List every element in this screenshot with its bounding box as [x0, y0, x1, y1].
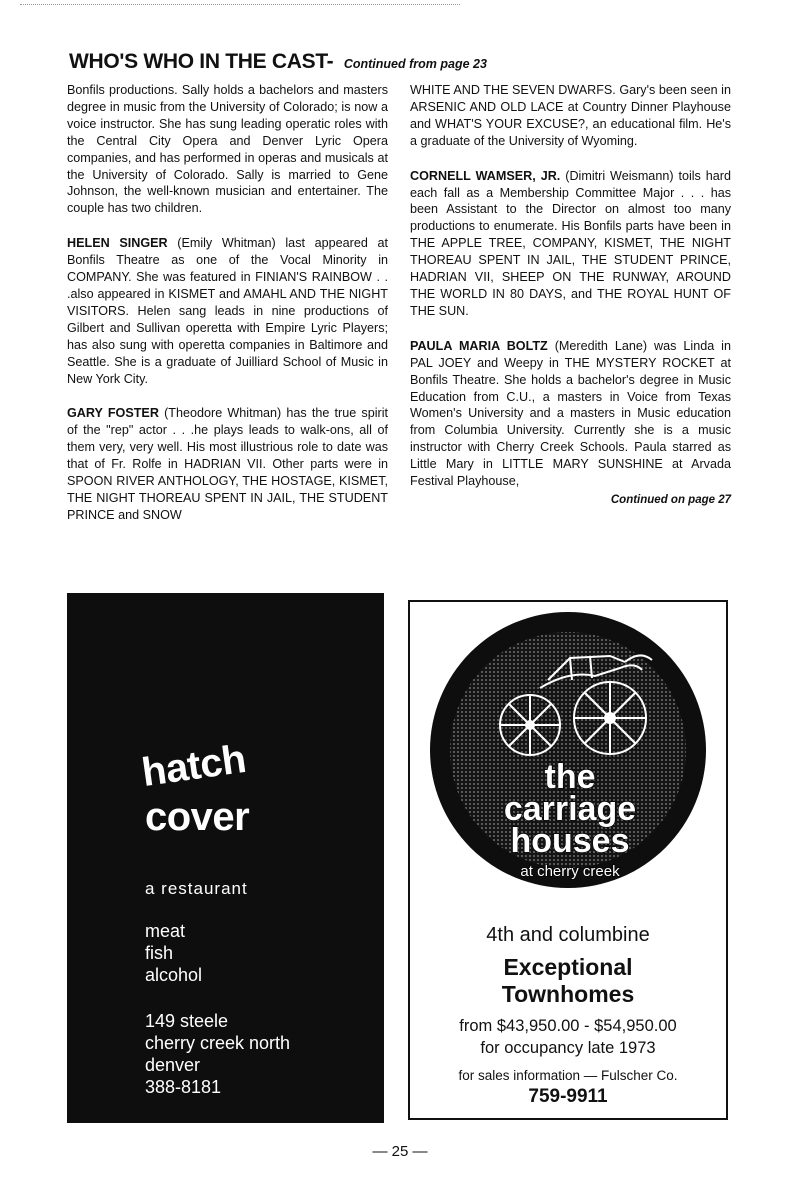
- carriage-houses-ad: [408, 600, 728, 1120]
- hatch-cover-logo: [139, 736, 250, 839]
- cast-name: GARY FOSTER: [67, 406, 159, 421]
- price-range: from $43,950.00 - $54,950.00: [459, 1017, 677, 1035]
- continued-on-next: Continued on page 27: [610, 493, 731, 506]
- right-column: [410, 82, 731, 509]
- phone-number: 388-8181: [145, 1077, 222, 1097]
- occupancy-date: for occupancy late 1973: [480, 1039, 656, 1057]
- bio-text: (Theodore Whitman) has the true spirit of the "rep" actor . . .he plays leads to walk-ons, all of them very, very well. His most illustrious role to date was that of Fr. Rolfe in HADRIAN VII. Other parts were in SPOON RIVER ANTHOLOGY, THE HOSTAGE, KISMET, THE NIGHT THOREAU SPENT IN JAIL, THE STUDENT PRINCE and SNOW: [67, 406, 389, 522]
- bio-text: (Dimitri Weismann) toils hard each fall as a Membership Committee Major . . . has been Assistant to the Director on almost too many productions to enumerate. His Bonfils parts have been in THE APPLE TREE, COMPANY, KISMET, THE NIGHT THOREAU SPENT IN JAIL, THE STUDENT PRINCE, HADRIAN VII, SHEEP ON THE RUNWAY, AROUND THE WORLD IN 80 DAYS, and THE ROYAL HUNT OF THE SUN.: [410, 168, 732, 318]
- bio-gary-foster: [67, 405, 388, 523]
- section-heading: [69, 50, 769, 74]
- page-number: — 25 —: [372, 1143, 428, 1160]
- cast-name: CORNELL WAMSER, JR.: [410, 168, 561, 183]
- phone-number: 759-9911: [528, 1086, 608, 1107]
- bio-sally-continued: Bonfils productions. Sally holds a bachelors and masters degree in music from the University of Colorado; is now a voice instructor. She has sung leading operatic roles with the Central City Opera and Denver Lyric Opera companies, and has performed in operas and musicals at the University of Colorado. Sally is married to Gene Johnson, the well-known musician and entertainer. The couple has two children.: [67, 83, 388, 216]
- bio-gary-foster-continued: WHITE AND THE SEVEN DWARFS. Gary's been seen in ARSENIC AND OLD LACE at Country Dinner Playhouse and WHAT'S YOUR EXCUSE?, an educational film. He's a graduate of the University of Wyoming.: [410, 83, 731, 148]
- headline-line: Exceptional: [503, 954, 633, 980]
- menu-item: fish: [145, 943, 174, 963]
- logo-line: the: [544, 758, 596, 796]
- bio-text: (Emily Whitman) last appeared at Bonfils Theatre as one of the Vocal Minority in COMPANY. She was featured in FINIAN'S RAINBOW . . .also appeared in KISMET and AMAHL AND THE NIGHT VISITORS. Helen sang leads in nine productions of Gilbert and Sullivan operetta with Empire Lyric Players; has also sung with operetta companies in Baltimore and Seattle. She is a graduate of Juilliard School of Music in New York City.: [67, 236, 388, 386]
- ad-tagline: a restaurant: [145, 879, 248, 898]
- cast-name: PAULA MARIA BOLTZ: [410, 338, 548, 353]
- logo-line: carriage: [503, 790, 637, 828]
- bio-cornell-wamser: [410, 168, 731, 320]
- price-info: [410, 1015, 726, 1059]
- bio-helen-singer: [67, 235, 388, 387]
- heading-continued: Continued from page 23: [343, 57, 487, 71]
- address-line: cherry creek north: [145, 1033, 291, 1053]
- bio-text: (Meredith Lane) was Linda in PAL JOEY and Weepy in THE MYSTERY ROCKET at Bonfils Theatre. She holds a bachelor's degree in Music Education from C.U., a masters in Voice from Texas Women's University and a masters in Music education from Columbia University. Currently she is a music instructor with Cherry Creek Schools. Paula starred as Little Mary in LITTLE MARY SUNSHINE at Arvada Festival Playhouse,: [410, 338, 731, 489]
- scan-artifact-line: [20, 4, 460, 5]
- address-line: 149 steele: [145, 1011, 229, 1031]
- address-line: denver: [145, 1055, 201, 1075]
- ad-address: [145, 1010, 290, 1098]
- ad-menu: [145, 920, 202, 986]
- carriage-houses-logo: [420, 610, 716, 890]
- menu-item: alcohol: [145, 965, 203, 985]
- cast-name: HELEN SINGER: [67, 236, 168, 251]
- logo-line: hatch: [139, 736, 249, 795]
- left-column: [67, 82, 388, 542]
- logo-line: cover: [145, 795, 250, 839]
- headline-line: Townhomes: [501, 981, 635, 1007]
- heading-title: WHO'S WHO IN THE CAST-: [69, 50, 334, 73]
- sales-info: for sales information — Fulscher Co.: [458, 1068, 678, 1083]
- bio-paula-boltz: [410, 338, 731, 490]
- logo-line: houses: [510, 822, 630, 860]
- property-address: 4th and columbine: [486, 924, 650, 946]
- menu-item: meat: [145, 921, 186, 941]
- hatch-cover-ad: [67, 593, 384, 1123]
- ad-headline: [410, 954, 726, 1008]
- logo-line: at cherry creek: [520, 863, 620, 880]
